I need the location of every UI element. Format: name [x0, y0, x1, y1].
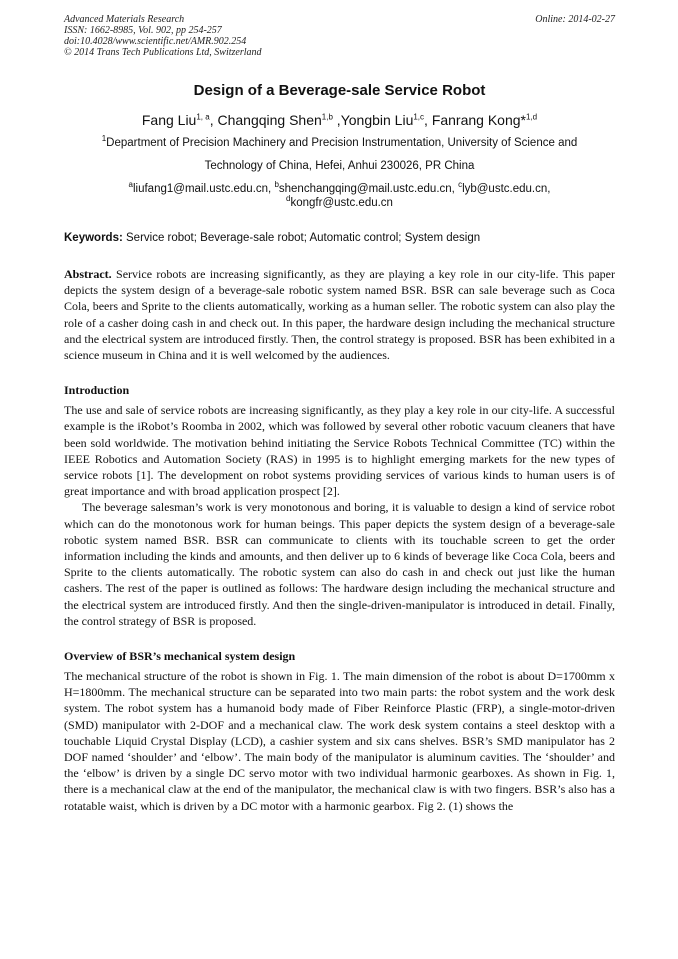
section-heading-overview: Overview of BSR’s mechanical system design	[64, 649, 296, 664]
paper-title: Design of a Beverage-sale Service Robot	[193, 82, 486, 99]
overview-paragraph-1: The mechanical structure of the robot is shown in Fig. 1. The main dimension of the robot is about D=1700mm x H=1800mm. The mechanical structure can be separated into two main parts: the robot system and the work desk system. The robot system has a humanoid body made of Fiber Reinforce Plastic (FRP), a single-motor-driven (SMD) manipulator with 2-DOF and a mechanical claw. The work desk system contains a steel desktop with a touchable Liquid Crystal Display (LCD), a cashier system and six cans shelves. BSR’s SMD manipulator has 2 DOF named ‘shoulder’ and ‘elbow’. The main body of the manipulator is aluminum cavities. The ‘shoulder’ and the ‘elbow’ is driven by a single DC servo motor with two individual harmonic gearboxes. As shown in Fig. 1, there is a mechanical claw at the end of the manipulator, the mechanical claw is with two fingers. BSR’s also has a rotatable waist, which is driven by a DC motor with a harmonic gearbox. Fig 2. (1) shows the	[64, 669, 615, 813]
author-sup: 1, a	[196, 112, 210, 122]
doi-line: doi:10.4028/www.scientific.net/AMR.902.254	[64, 36, 247, 47]
email-link[interactable]: kongfr@ustc.edu.cn	[290, 197, 393, 209]
author-sup: 1,c	[413, 112, 425, 122]
intro-paragraph-1: The use and sale of service robots are increasing significantly, as they play a key role in our city-life. A successful example is the iRobot’s Roomba in 2002, which was followed by several other robotic vacuum cleaners that have been sold worldwide. The motivation behind initiating the Service Robots Technical Committee (TC) within the IEEE Robotics and Automation Society (RAS) in 1995 is to highlight emerging markets for the new types of service robots [1]. The development on robot systems providing services of various kinds to human users is of great importance and with broad application prospect [2].	[64, 403, 615, 499]
intro-paragraph-2: The beverage salesman’s work is very monotonous and boring, it is valuable to design a kind of service robot which can do the monotonous work for human beings. This paper depicts the system design of a beverage-sale robotic system named BSR. BSR can communicate to clients with its touchable screen to get the order information including the kinds and amounts, and then deliver up to 6 kinds of beverage like Coca Cola, beers and Sprite to the clients automatically. The robotic system can also do cash in and check out just like the human cashers. The rest of the paper is outlined as follows: The hardware design including the mechanical structure and the electrical system are introduced firstly. And then the single-driven-manipulator is introduced in detail. Finally, the control strategy of BSR is proposed.	[64, 500, 615, 628]
email-link[interactable]: liufang1@mail.ustc.edu.cn	[132, 183, 269, 195]
abstract	[64, 266, 615, 363]
issn-line: ISSN: 1662-8985, Vol. 902, pp 254-257	[64, 25, 222, 36]
journal-header	[64, 14, 615, 58]
affiliation: $^1$Department of Precision Machinery and Precision Instrumentation, University of Science and Technology of China, Hefei, Anhui 230026, PR China	[101, 134, 578, 172]
abstract-label: Abstract.	[64, 267, 112, 281]
keywords-label: Keywords:	[64, 232, 123, 244]
online-date: Online: 2014-02-27	[535, 14, 615, 25]
author-emails: $^a$liufang1@mail.ustc.edu.cn, $^b$shenchangqing@mail.ustc.edu.cn, $^c$lyb@ustc.edu.cn, $^d$kongfr@ustc.edu.cn	[128, 180, 551, 209]
abstract-text: Service robots are increasing significantly, as they are playing a key role in our city-life. This paper depicts the system design of a beverage-sale robotic system named BSR. BSR can sale beverage such as Coca Cola, beers and Sprite to the clients automatically, working as a human seller. The robotic system can also play the role of a casher doing cash in and check out. In this paper, the hardware design including the mechanical structure and the electrical system are introduced firstly. Then, the control strategy is proposed. BSR has been exhibited in a science museum in China and it is well welcomed by the audiences.	[64, 267, 616, 363]
keywords-text: Service robot; Beverage-sale robot; Automatic control; System design	[126, 232, 481, 244]
author-list: Fang Liu$^{1, a}$, Changqing Shen$^{1,b}$ ,Yongbin Liu$^{1,c}$, Fanrang Kong*$^{1,d}$	[141, 112, 538, 128]
email-link[interactable]: lyb@ustc.edu.cn	[462, 183, 548, 195]
author-name: Yongbin Liu	[340, 112, 414, 128]
author-name: Fanrang Kong*	[431, 112, 526, 128]
author-name: Fang Liu	[141, 112, 197, 128]
paper-page	[64, 14, 615, 814]
keywords	[64, 232, 615, 244]
author-sup: 1,d	[526, 112, 538, 122]
journal-name: Advanced Materials Research	[64, 14, 185, 25]
author-name: Changqing Shen	[217, 112, 322, 128]
copyright-line: © 2014 Trans Tech Publications Ltd, Switzerland	[64, 47, 262, 58]
email-link[interactable]: shenchangqing@mail.ustc.edu.cn	[278, 183, 452, 195]
author-sup: 1,b	[321, 112, 333, 122]
section-heading-introduction: Introduction	[64, 383, 130, 398]
